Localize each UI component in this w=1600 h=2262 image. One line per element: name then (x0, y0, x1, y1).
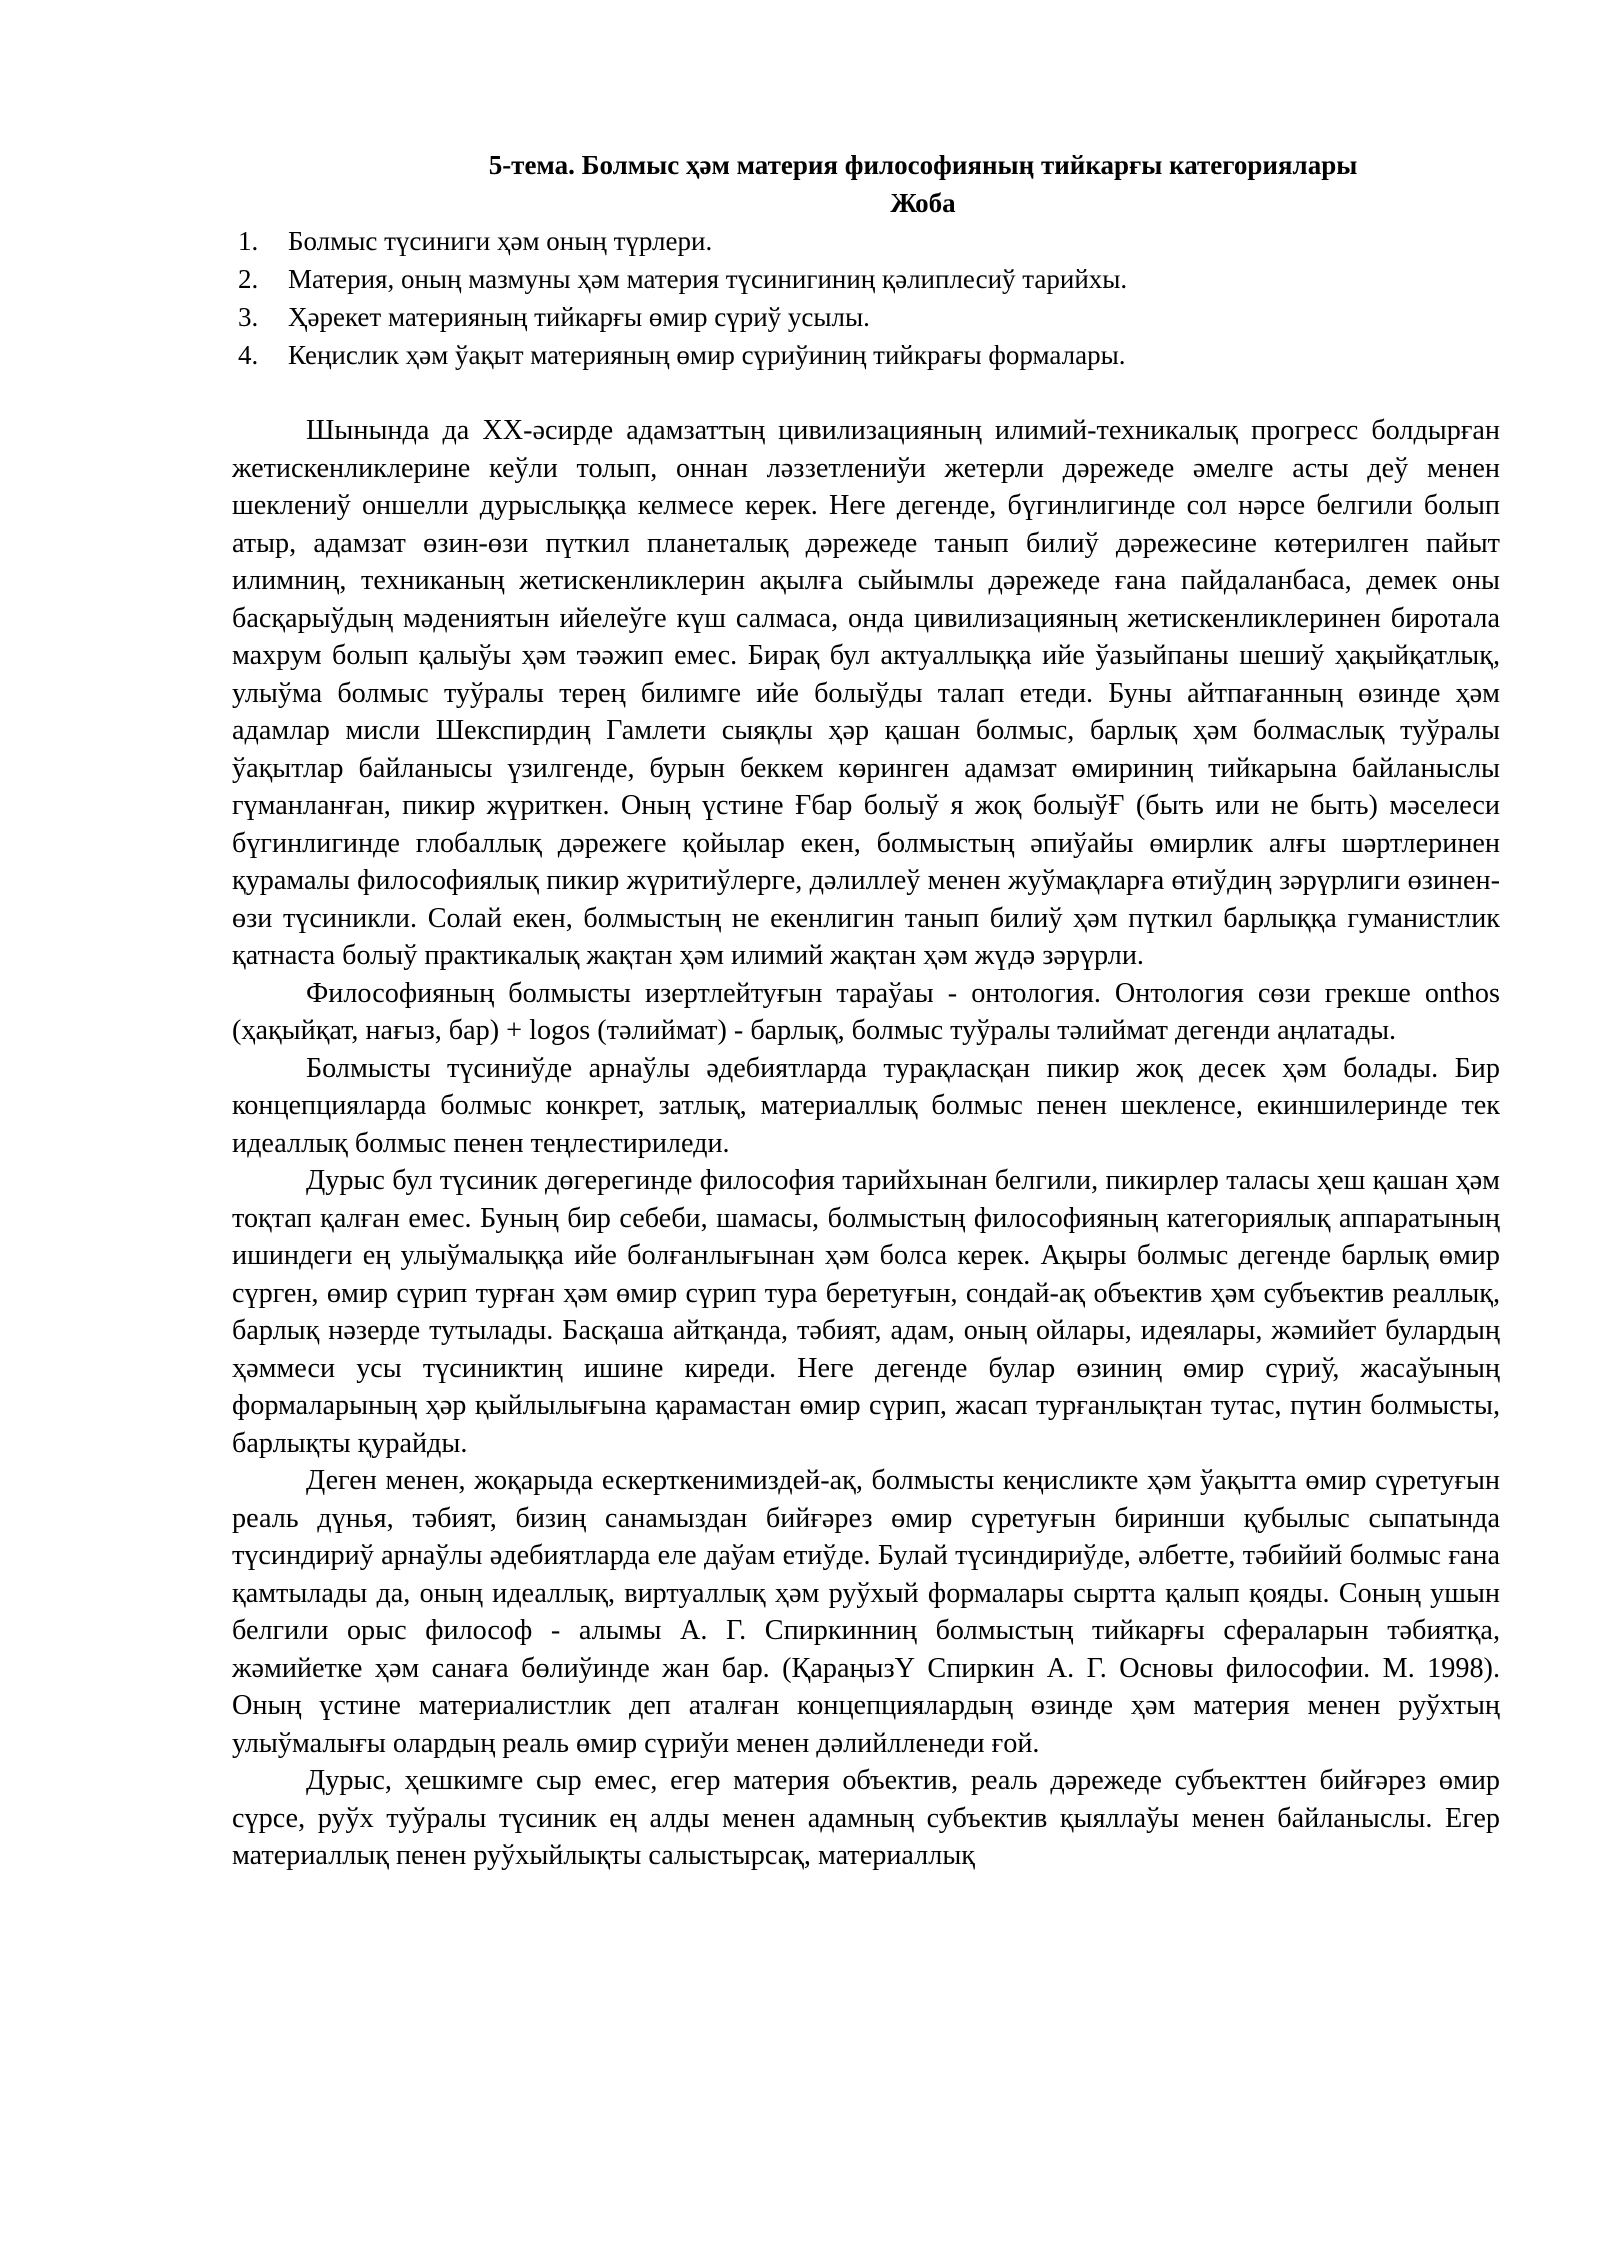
document-body (232, 412, 1500, 1875)
plan-item-number: 1. (238, 226, 259, 256)
plan-item (232, 222, 1500, 260)
plan-item-number: 2. (238, 264, 259, 294)
document-title: 5-тема. Болмыс ҳәм материя философияның тийкарғы категориялары (488, 150, 1358, 180)
plan-item (232, 336, 1500, 374)
body-paragraph: Болмысты түсиниўде арнаўлы әдебиятларда турақласқан пикир жоқ десек ҳәм болады. Бир концепцияларда болмыс конкрет, затлық, материаллық болмыс пенен шекленсе, екиншилеринде тек идеаллық болмыс пенен теңлестириледи. (232, 1052, 1500, 1159)
plan-item (232, 260, 1500, 298)
document-content (232, 146, 1500, 1875)
plan-list (232, 222, 1500, 374)
plan-item-text: Ҳәрекет материяның тийкарғы өмир сүриў усылы. (288, 302, 870, 332)
plan-item (232, 298, 1500, 336)
plan-item-text: Кеңислик ҳәм ўақыт материяның өмир сүриўиниң тийкрағы формалары. (288, 340, 1126, 370)
body-paragraph: Шынында да XX-әсирде адамзаттың цивилизацияның илимий-техникалық прогресс болдырған жетискенликлерине кеўли толып, оннан ләззетлениўи жетерли дәрежеде әмелге асты деў менен шеклениў оншелли дурыслыққа келмесе керек. Неге дегенде, бүгинлигинде сол нәрсе белгили болып атыр, адамзат өзин-өзи пүткил планеталық дәрежеде танып билиў дәрежесине көтерилген пайыт илимниң, техниканың жетискенликлерин ақылға сыйымлы дәрежеде ғана пайдаланбаса, демек оны басқарыўдың мәдениятын ийелеўге күш салмаса, онда цивилизацияның жетискенликлеринен биротала махрум болып қалыўы ҳәм тәәжип емес. Бирақ бул актуаллыққа ийе ўазыйпаны шешиў ҳақыйқатлық, улыўма болмыс туўралы терең билимге ийе болыўды талап етеди. Буны айтпағанның өзинде ҳәм адамлар мисли Шекспирдиң Гамлети сыяқлы ҳәр қашан болмыс, барлық ҳәм болмаслық туўралы ўақытлар байланысы үзилгенде, бурын беккем көринген адамзат өмириниң тийкарына байланыслы гүманланған, пикир жүриткен. Оның үстине Ғбар болыў я жоқ болыўҒ (быть или не быть) мәселеси бүгинлигинде глобаллық дәрежеге қойылар екен, болмыстың әпиўайы өмирлик алғы шәртлеринен қурамалы философиялық пикир жүритиўлерге, дәлиллеў менен жуўмақларға өтиўдиң зәрүрлиги өзинен-өзи түсиникли. Солай екен, болмыстың не екенлигин танып билиў ҳәм пүткил барлыққа гуманистлик қатнаста болыў практикалық жақтан ҳәм илимий жақтан ҳәм жүдә зәрүрли. (232, 415, 1500, 971)
body-paragraph: Философияның болмысты изертлейтуғын тараўаы - онтология. Онтология сөзи грекше onthos (ҳақыйқат, нағыз, бар) + logos (тәлиймат) - барлық, болмыс туўралы тәлиймат дегенди аңлатады. (232, 977, 1500, 1046)
plan-item-number: 3. (238, 302, 259, 332)
plan-item-text: Болмыс түсиниги ҳәм оның түрлери. (288, 226, 713, 256)
body-paragraph: Дурыс, ҳешкимге сыр емес, егер материя объектив, реаль дәрежеде субъекттен бийғәрез өмир сүрсе, руўх туўралы түсиник ең алды менен адамның субъектив қыяллаўы менен байланыслы. Егер материаллық пенен руўхыйлықты салыстырсақ, материаллық (232, 1765, 1500, 1871)
plan-item-number: 4. (238, 340, 259, 370)
body-paragraph: Деген менен, жоқарыда ескерткенимиздей-ақ, болмысты кеңисликте ҳәм ўақытта өмир сүретуғын реаль дүнья, тәбият, бизиң санамыздан бийғәрез өмир сүретуғын биринши қубылыс сыпатында түсиндириў арнаўлы әдебиятларда еле даўам етиўде. Булай түсиндириўде, әлбетте, тәбийий болмыс ғана қамтылады да, оның идеаллық, виртуаллық ҳәм руўхый формалары сыртта қалып қояды. Соның ушын белгили орыс философ - алымы А. Г. Спиркинниң болмыстың тийкарғы сфераларын тәбиятқа, жәмийетке ҳәм санаға бөлиўинде жан бар. (ҚараңызҮ Спиркин А. Г. Основы философии. М. 1998). Оның үстине материалистлик деп аталған концепциялардың өзинде ҳәм материя менен руўхтың улыўмалығы олардың реаль өмир сүриўи менен дәлийлленеди ғой. (232, 1465, 1500, 1759)
document-subtitle: Жоба (890, 188, 956, 218)
plan-item-text: Материя, оның мазмуны ҳәм материя түсинигиниң қәлиплесиў тарийхы. (288, 264, 1128, 294)
body-paragraph: Дурыс бул түсиник дөгерегинде философия тарийхынан белгили, пикирлер таласы ҳеш қашан ҳәм тоқтап қалған емес. Буның бир себеби, шамасы, болмыстың философияның категориялық аппаратының ишиндеги ең улыўмалыққа ийе болғанлығынан ҳәм болса керек. Ақыры болмыс дегенде барлық өмир сүрген, өмир сүрип турған ҳәм өмир сүрип тура беретуғын, сондай-ақ объектив ҳәм субъектив реаллық, барлық нәзерде тутылады. Басқаша айтқанда, тәбият, адам, оның ойлары, идеялары, жәмийет булардың ҳәммеси усы түсиниктиң ишине киреди. Неге дегенде булар өзиниң өмир сүриў, жасаўының формаларының ҳәр қыйлылығына қарамастан өмир сүрип, жасап турғанлықтан тутас, пүтин болмысты, барлықты қурайды. (232, 1165, 1500, 1459)
